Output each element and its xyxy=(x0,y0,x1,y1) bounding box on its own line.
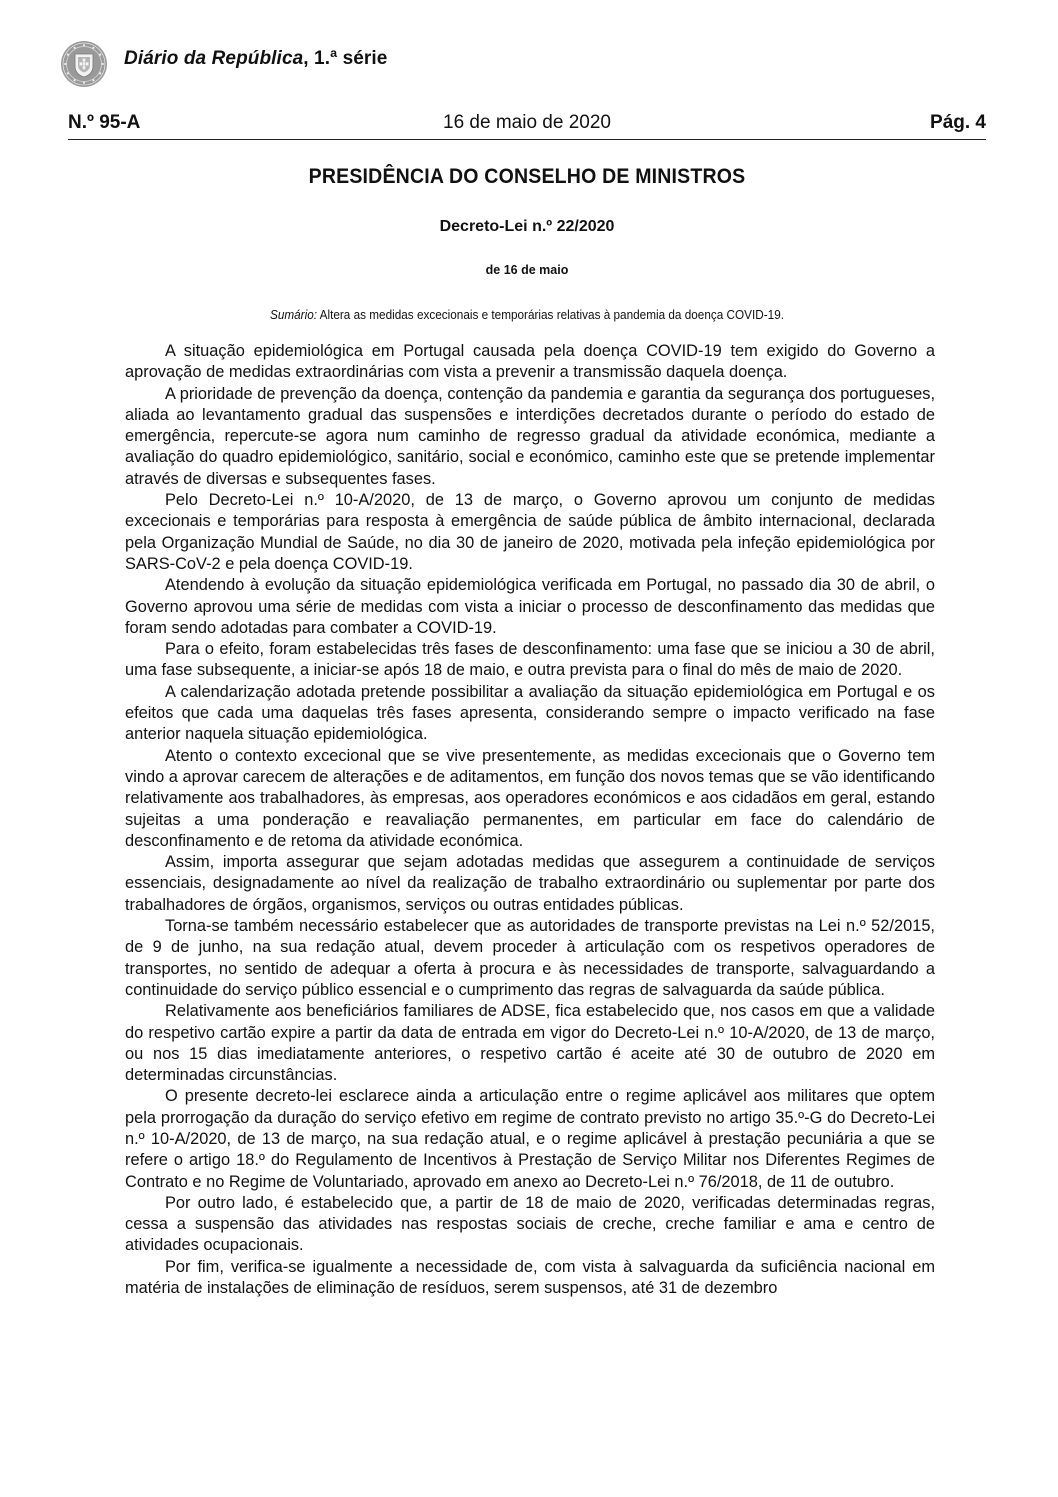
issue-info-line xyxy=(68,112,986,136)
paragraph: Atendendo à evolução da situação epidemiológica verificada em Portugal, no passado dia 30 de abril, o Governo aprovou uma série de medidas com vista a iniciar o processo de desconfinamento das medidas que foram sendo adotadas para combater a COVID-19. xyxy=(125,576,935,637)
publication-name: Diário da República xyxy=(124,48,304,69)
decree-title: Decreto-Lei n.º 22/2020 xyxy=(439,218,615,235)
paragraph: A calendarização adotada pretende possibilitar a avaliação da situação epidemiológica em Portugal e os efeitos que cada uma daquelas três fases apresenta, considerando sempre o impacto verificado na fase anterior naquela situação epidemiológica. xyxy=(125,682,935,744)
publication-series: , 1.ª série xyxy=(303,48,388,69)
paragraph: Atento o contexto excecional que se vive presentemente, as medidas excecionais que o Governo tem vindo a aprovar carecem de alterações e de aditamentos, em função dos novos temas que se vão identificando relativamente aos trabalhadores, às empresas, aos operadores económicos e aos cidadãos em geral, estando sujeitas a uma ponderação e reavaliação permanentes, em particular em face do calendário de desconfinamento e de retoma da atividade económica. xyxy=(125,746,935,850)
summary-line xyxy=(96,308,959,322)
paragraph: Relativamente aos beneficiários familiares de ADSE, fica estabelecido que, nos casos em que a validade do respetivo cartão expire a partir da data de entrada em vigor do Decreto-Lei n.º 10-A/2020, de 13 de março, ou nos 15 dias imediatamente anteriores, o respetivo cartão é aceite até 30 de outubro de 2020 em determinadas circunstâncias. xyxy=(125,1002,935,1085)
paragraph: A prioridade de prevenção da doença, contenção da pandemia e garantia da segurança dos portugueses, aliada ao levantamento gradual das suspensões e interdições decretados durante o período do estado de emergência, repercute-se agora num caminho de regresso gradual da atividade económica, mediante a avaliação do quadro epidemiológico, sanitário, social e económico, caminho este que se pretende implementar através de diversas e subsequentes fases. xyxy=(125,384,935,488)
paragraph: A situação epidemiológica em Portugal causada pela doença COVID-19 tem exigido do Governo a aprovação de medidas extraordinárias com vista a prevenir a transmissão daquela doença. xyxy=(125,342,935,382)
paragraph: O presente decreto-lei esclarece ainda a articulação entre o regime aplicável aos militares que optem pela prorrogação da duração do serviço efetivo em regime de contrato previsto no artigo 35.º-G do Decreto-Lei n.º 10-A/2020, de 13 de março, na sua redação atual, e o regime aplicável à prestação pecuniária a que se refere o artigo 18.º do Regulamento de Incentivos à Prestação de Serviço Militar nos Diferentes Regimes de Contrato e no Regime de Voluntariado, aprovado em anexo ao Decreto-Lei n.º 76/2018, de 11 de outubro. xyxy=(125,1087,935,1191)
paragraph: Torna-se também necessário estabelecer que as autoridades de transporte previstas na Lei n.º 52/2015, de 9 de junho, na sua redação atual, devem proceder à articulação com os respetivos operadores de transportes, no sentido de adequar a oferta à procura e às necessidades de transporte, salvaguardando a continuidade do serviço público essencial e o cumprimento das regras de salvaguarda da saúde pública. xyxy=(125,917,935,999)
coat-of-arms-seal-icon xyxy=(60,40,108,88)
department-heading: PRESIDÊNCIA DO CONSELHO DE MINISTROS xyxy=(308,165,746,188)
issue-date: 16 de maio de 2020 xyxy=(443,112,611,133)
paragraph: Para o efeito, foram estabelecidas três fases de desconfinamento: uma fase que se iniciou a 30 de abril, uma fase subsequente, a iniciar-se após 18 de maio, e outra prevista para o final do mês de maio de 2020. xyxy=(125,640,935,680)
summary-text: Altera as medidas excecionais e temporárias relativas à pandemia da doença COVID-19. xyxy=(317,308,785,322)
paragraph: Assim, importa assegurar que sejam adotadas medidas que assegurem a continuidade de serviços essenciais, designadamente ao nível da realização de trabalho extraordinário ou suplementar por parte dos trabalhadores de órgãos, organismos, serviços ou outras entidades públicas. xyxy=(125,853,935,914)
summary-label: Sumário: xyxy=(269,308,318,322)
paragraph: Por fim, verifica-se igualmente a necessidade de, com vista à salvaguarda da suficiência nacional em matéria de instalações de eliminação de resíduos, serem suspensos, até 31 de dezembro xyxy=(125,1257,935,1298)
header-divider xyxy=(68,139,986,140)
body-text xyxy=(125,341,935,1299)
paragraph: Por outro lado, é estabelecido que, a partir de 18 de maio de 2020, verificadas determinadas regras, cessa a suspensão das atividades nas respostas sociais de creche, creche familiar e ama e centro de atividades ocupacionais. xyxy=(125,1193,935,1255)
decree-date: de 16 de maio xyxy=(485,263,569,277)
page-number: Pág. 4 xyxy=(930,112,986,133)
issue-number: N.º 95-A xyxy=(68,112,141,133)
publication-title xyxy=(124,48,387,70)
paragraph: Pelo Decreto-Lei n.º 10-A/2020, de 13 de março, o Governo aprovou um conjunto de medidas excecionais e temporárias para resposta à emergência de saúde pública de âmbito internacional, declarada pela Organização Mundial de Saúde, no dia 30 de janeiro de 2020, motivada pela infeção epidemiológica por SARS-CoV-2 e pela doença COVID-19. xyxy=(125,491,935,573)
